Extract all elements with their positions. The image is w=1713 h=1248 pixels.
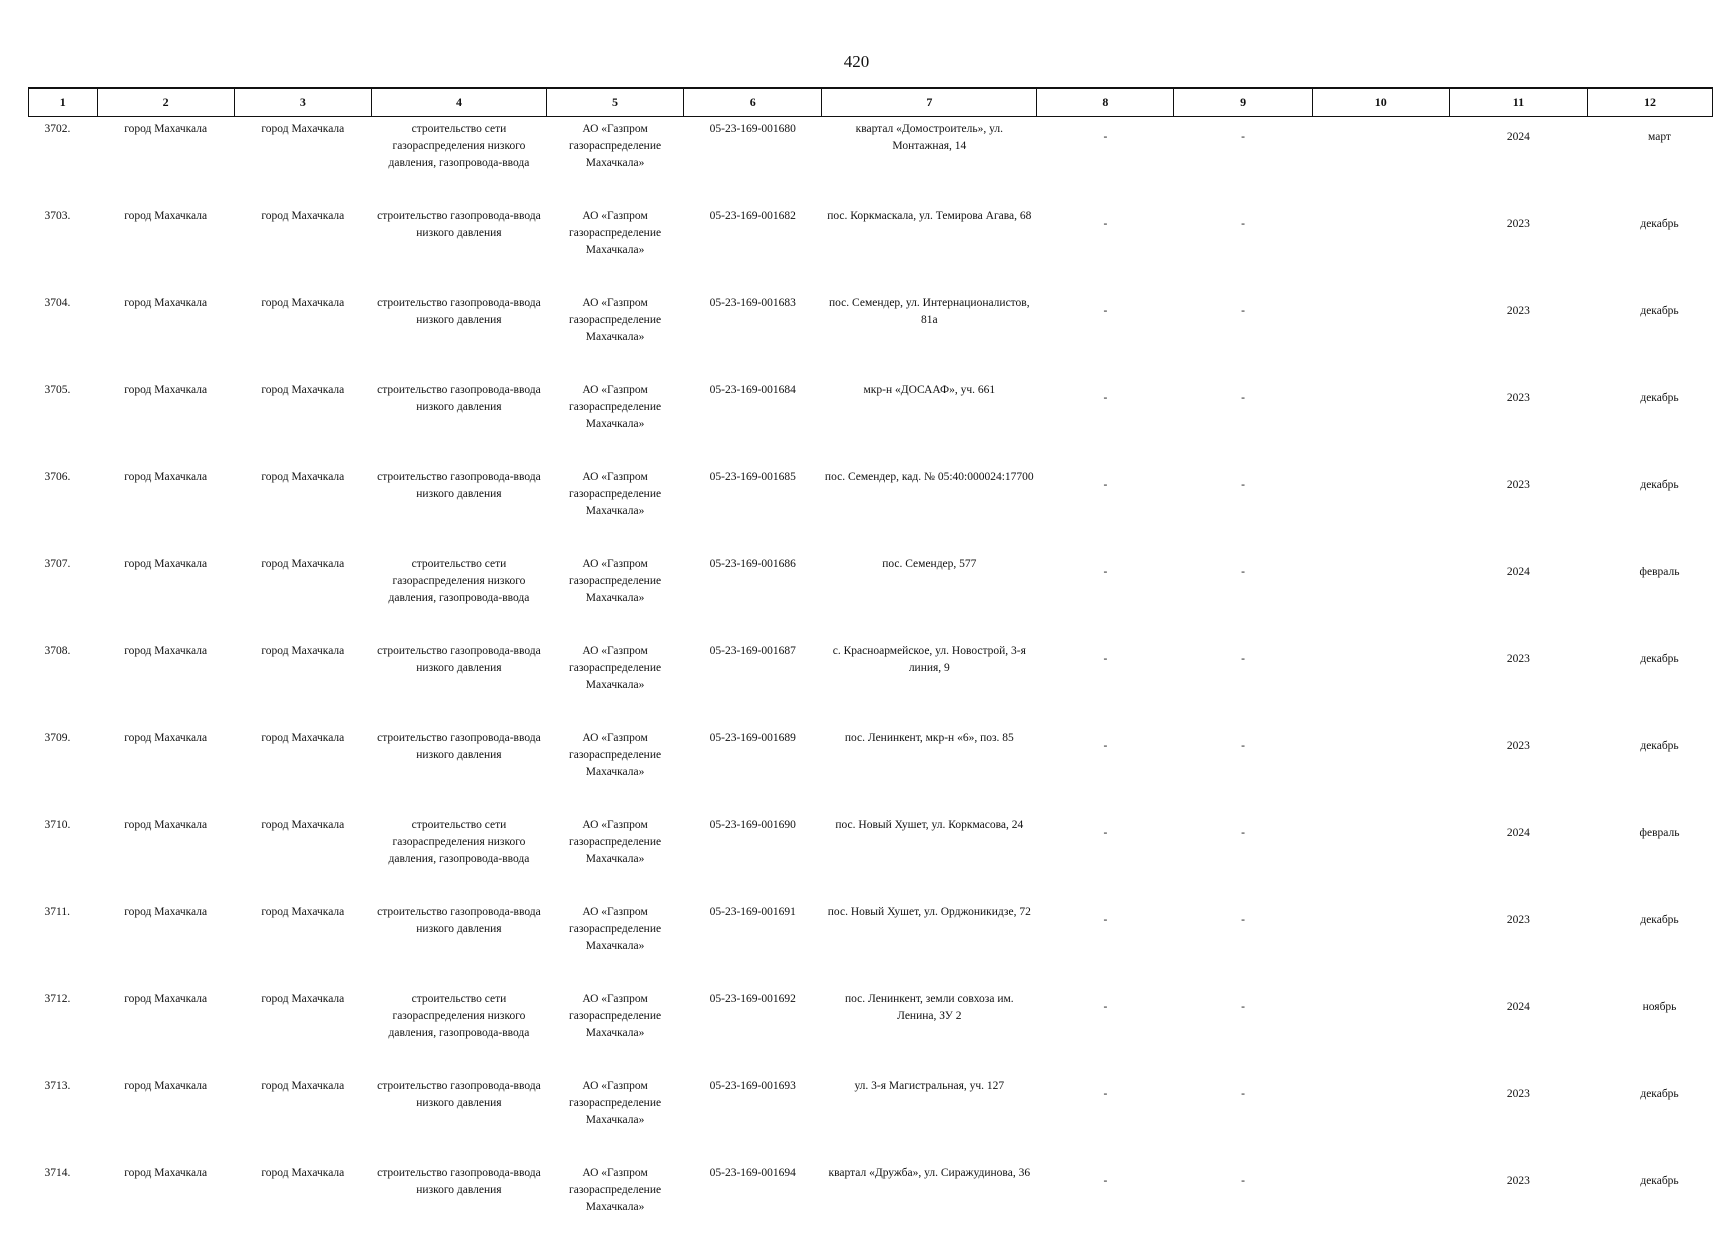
municipality-cell: город Махачкала — [97, 1074, 234, 1161]
row-number: 3704. — [29, 291, 98, 378]
column-9-cell: - — [1174, 552, 1312, 639]
application-code-cell: 05-23-169-001685 — [684, 465, 822, 552]
month-cell: декабрь — [1588, 465, 1713, 552]
column-8-cell: - — [1037, 726, 1174, 813]
register-table — [28, 87, 1713, 1248]
municipality-cell: город Махачкала — [97, 204, 234, 291]
settlement-cell: город Махачкала — [234, 291, 371, 378]
application-code-cell: 05-23-169-001687 — [684, 639, 822, 726]
application-code-cell: 05-23-169-001690 — [684, 813, 822, 900]
column-9-cell: - — [1174, 117, 1312, 205]
settlement-cell: город Махачкала — [234, 378, 371, 465]
row-number: 3708. — [29, 639, 98, 726]
column-10-cell — [1312, 1161, 1449, 1248]
column-10-cell — [1312, 1074, 1449, 1161]
table-row — [29, 1074, 1713, 1161]
organization-cell: АО «Газпром газораспределение Махачкала» — [546, 378, 683, 465]
table-row — [29, 117, 1713, 205]
year-cell: 2024 — [1449, 552, 1587, 639]
column-10-cell — [1312, 117, 1449, 205]
column-8-cell: - — [1037, 639, 1174, 726]
column-8-cell: - — [1037, 291, 1174, 378]
settlement-cell: город Махачкала — [234, 465, 371, 552]
application-code-cell: 05-23-169-001692 — [684, 987, 822, 1074]
row-number: 3703. — [29, 204, 98, 291]
settlement-cell: город Махачкала — [234, 987, 371, 1074]
table-row — [29, 291, 1713, 378]
column-9-cell: - — [1174, 726, 1312, 813]
column-9-cell: - — [1174, 291, 1312, 378]
column-header: 9 — [1174, 88, 1312, 117]
organization-cell: АО «Газпром газораспределение Махачкала» — [546, 639, 683, 726]
table-row — [29, 813, 1713, 900]
column-10-cell — [1312, 900, 1449, 987]
address-cell: пос. Ленинкент, земли совхоза им. Ленина, ЗУ 2 — [822, 987, 1037, 1074]
address-cell: пос. Ленинкент, мкр-н «6», поз. 85 — [822, 726, 1037, 813]
column-10-cell — [1312, 378, 1449, 465]
work-description-cell: строительство газопровода-ввода низкого давления — [371, 1074, 546, 1161]
month-cell: декабрь — [1588, 639, 1713, 726]
work-description-cell: строительство газопровода-ввода низкого давления — [371, 378, 546, 465]
settlement-cell: город Махачкала — [234, 1074, 371, 1161]
table-row — [29, 726, 1713, 813]
column-9-cell: - — [1174, 987, 1312, 1074]
column-8-cell: - — [1037, 1074, 1174, 1161]
column-10-cell — [1312, 987, 1449, 1074]
year-cell: 2023 — [1449, 900, 1587, 987]
column-8-cell: - — [1037, 813, 1174, 900]
municipality-cell: город Махачкала — [97, 987, 234, 1074]
month-cell: март — [1588, 117, 1713, 205]
organization-cell: АО «Газпром газораспределение Махачкала» — [546, 465, 683, 552]
application-code-cell: 05-23-169-001689 — [684, 726, 822, 813]
column-9-cell: - — [1174, 1161, 1312, 1248]
column-header: 12 — [1588, 88, 1713, 117]
settlement-cell: город Махачкала — [234, 639, 371, 726]
month-cell: декабрь — [1588, 726, 1713, 813]
work-description-cell: строительство газопровода-ввода низкого давления — [371, 291, 546, 378]
work-description-cell: строительство газопровода-ввода низкого давления — [371, 465, 546, 552]
column-header: 10 — [1312, 88, 1449, 117]
application-code-cell: 05-23-169-001682 — [684, 204, 822, 291]
address-cell: мкр-н «ДОСААФ», уч. 661 — [822, 378, 1037, 465]
address-cell: ул. 3-я Магистральная, уч. 127 — [822, 1074, 1037, 1161]
header-row — [29, 88, 1713, 117]
year-cell: 2024 — [1449, 987, 1587, 1074]
month-cell: декабрь — [1588, 1161, 1713, 1248]
column-9-cell: - — [1174, 204, 1312, 291]
table-row — [29, 987, 1713, 1074]
address-cell: пос. Семендер, кад. № 05:40:000024:17700 — [822, 465, 1037, 552]
column-8-cell: - — [1037, 117, 1174, 205]
column-9-cell: - — [1174, 378, 1312, 465]
work-description-cell: строительство сети газораспределения низкого давления, газопровода-ввода — [371, 987, 546, 1074]
table-row — [29, 1161, 1713, 1248]
column-header: 1 — [29, 88, 98, 117]
work-description-cell: строительство газопровода-ввода низкого давления — [371, 726, 546, 813]
work-description-cell: строительство газопровода-ввода низкого давления — [371, 204, 546, 291]
organization-cell: АО «Газпром газораспределение Махачкала» — [546, 900, 683, 987]
organization-cell: АО «Газпром газораспределение Махачкала» — [546, 1074, 683, 1161]
month-cell: декабрь — [1588, 378, 1713, 465]
column-header: 2 — [97, 88, 234, 117]
application-code-cell: 05-23-169-001683 — [684, 291, 822, 378]
month-cell: декабрь — [1588, 204, 1713, 291]
column-10-cell — [1312, 204, 1449, 291]
row-number: 3706. — [29, 465, 98, 552]
page-number: 420 — [0, 52, 1713, 72]
column-10-cell — [1312, 465, 1449, 552]
column-header: 4 — [371, 88, 546, 117]
table-row — [29, 552, 1713, 639]
column-9-cell: - — [1174, 1074, 1312, 1161]
table-row — [29, 378, 1713, 465]
settlement-cell: город Махачкала — [234, 1161, 371, 1248]
municipality-cell: город Махачкала — [97, 900, 234, 987]
column-9-cell: - — [1174, 639, 1312, 726]
municipality-cell: город Махачкала — [97, 291, 234, 378]
year-cell: 2023 — [1449, 639, 1587, 726]
organization-cell: АО «Газпром газораспределение Махачкала» — [546, 813, 683, 900]
column-header: 8 — [1037, 88, 1174, 117]
organization-cell: АО «Газпром газораспределение Махачкала» — [546, 552, 683, 639]
municipality-cell: город Махачкала — [97, 639, 234, 726]
work-description-cell: строительство сети газораспределения низкого давления, газопровода-ввода — [371, 813, 546, 900]
column-9-cell: - — [1174, 900, 1312, 987]
organization-cell: АО «Газпром газораспределение Махачкала» — [546, 204, 683, 291]
organization-cell: АО «Газпром газораспределение Махачкала» — [546, 291, 683, 378]
settlement-cell: город Махачкала — [234, 552, 371, 639]
address-cell: с. Красноармейское, ул. Новострой, 3-я линия, 9 — [822, 639, 1037, 726]
application-code-cell: 05-23-169-001686 — [684, 552, 822, 639]
year-cell: 2024 — [1449, 813, 1587, 900]
application-code-cell: 05-23-169-001680 — [684, 117, 822, 205]
address-cell: пос. Семендер, 577 — [822, 552, 1037, 639]
row-number: 3707. — [29, 552, 98, 639]
column-header: 7 — [822, 88, 1037, 117]
row-number: 3713. — [29, 1074, 98, 1161]
month-cell: декабрь — [1588, 1074, 1713, 1161]
row-number: 3711. — [29, 900, 98, 987]
municipality-cell: город Махачкала — [97, 378, 234, 465]
application-code-cell: 05-23-169-001684 — [684, 378, 822, 465]
row-number: 3702. — [29, 117, 98, 205]
municipality-cell: город Махачкала — [97, 726, 234, 813]
work-description-cell: строительство газопровода-ввода низкого давления — [371, 1161, 546, 1248]
table-row — [29, 639, 1713, 726]
address-cell: квартал «Дружба», ул. Сиражудинова, 36 — [822, 1161, 1037, 1248]
year-cell: 2023 — [1449, 378, 1587, 465]
address-cell: пос. Новый Хушет, ул. Коркмасова, 24 — [822, 813, 1037, 900]
table-row — [29, 465, 1713, 552]
column-header: 11 — [1449, 88, 1587, 117]
column-8-cell: - — [1037, 378, 1174, 465]
year-cell: 2023 — [1449, 1074, 1587, 1161]
column-8-cell: - — [1037, 204, 1174, 291]
row-number: 3714. — [29, 1161, 98, 1248]
column-10-cell — [1312, 291, 1449, 378]
address-cell: пос. Новый Хушет, ул. Орджоникидзе, 72 — [822, 900, 1037, 987]
row-number: 3709. — [29, 726, 98, 813]
address-cell: пос. Коркмаскала, ул. Темирова Агава, 68 — [822, 204, 1037, 291]
year-cell: 2023 — [1449, 291, 1587, 378]
address-cell: квартал «Домостроитель», ул. Монтажная, 14 — [822, 117, 1037, 205]
settlement-cell: город Махачкала — [234, 117, 371, 205]
year-cell: 2023 — [1449, 726, 1587, 813]
settlement-cell: город Махачкала — [234, 900, 371, 987]
column-10-cell — [1312, 552, 1449, 639]
column-10-cell — [1312, 639, 1449, 726]
month-cell: февраль — [1588, 552, 1713, 639]
month-cell: декабрь — [1588, 291, 1713, 378]
column-10-cell — [1312, 813, 1449, 900]
settlement-cell: город Махачкала — [234, 813, 371, 900]
row-number: 3710. — [29, 813, 98, 900]
settlement-cell: город Махачкала — [234, 726, 371, 813]
organization-cell: АО «Газпром газораспределение Махачкала» — [546, 987, 683, 1074]
row-number: 3712. — [29, 987, 98, 1074]
work-description-cell: строительство сети газораспределения низкого давления, газопровода-ввода — [371, 117, 546, 205]
work-description-cell: строительство газопровода-ввода низкого давления — [371, 639, 546, 726]
organization-cell: АО «Газпром газораспределение Махачкала» — [546, 726, 683, 813]
work-description-cell: строительство газопровода-ввода низкого давления — [371, 900, 546, 987]
year-cell: 2023 — [1449, 204, 1587, 291]
organization-cell: АО «Газпром газораспределение Махачкала» — [546, 1161, 683, 1248]
table-row — [29, 204, 1713, 291]
year-cell: 2024 — [1449, 117, 1587, 205]
column-8-cell: - — [1037, 1161, 1174, 1248]
column-9-cell: - — [1174, 813, 1312, 900]
municipality-cell: город Махачкала — [97, 1161, 234, 1248]
address-cell: пос. Семендер, ул. Интернационалистов, 81а — [822, 291, 1037, 378]
municipality-cell: город Махачкала — [97, 465, 234, 552]
settlement-cell: город Махачкала — [234, 204, 371, 291]
column-header: 5 — [546, 88, 683, 117]
municipality-cell: город Махачкала — [97, 813, 234, 900]
column-header: 3 — [234, 88, 371, 117]
application-code-cell: 05-23-169-001694 — [684, 1161, 822, 1248]
organization-cell: АО «Газпром газораспределение Махачкала» — [546, 117, 683, 205]
table-row — [29, 900, 1713, 987]
month-cell: декабрь — [1588, 900, 1713, 987]
municipality-cell: город Махачкала — [97, 552, 234, 639]
column-header: 6 — [684, 88, 822, 117]
row-number: 3705. — [29, 378, 98, 465]
column-9-cell: - — [1174, 465, 1312, 552]
column-8-cell: - — [1037, 465, 1174, 552]
column-10-cell — [1312, 726, 1449, 813]
application-code-cell: 05-23-169-001691 — [684, 900, 822, 987]
month-cell: ноябрь — [1588, 987, 1713, 1074]
table-body — [29, 117, 1713, 1248]
column-8-cell: - — [1037, 900, 1174, 987]
column-8-cell: - — [1037, 987, 1174, 1074]
municipality-cell: город Махачкала — [97, 117, 234, 205]
application-code-cell: 05-23-169-001693 — [684, 1074, 822, 1161]
column-8-cell: - — [1037, 552, 1174, 639]
year-cell: 2023 — [1449, 465, 1587, 552]
month-cell: февраль — [1588, 813, 1713, 900]
year-cell: 2023 — [1449, 1161, 1587, 1248]
work-description-cell: строительство сети газораспределения низкого давления, газопровода-ввода — [371, 552, 546, 639]
